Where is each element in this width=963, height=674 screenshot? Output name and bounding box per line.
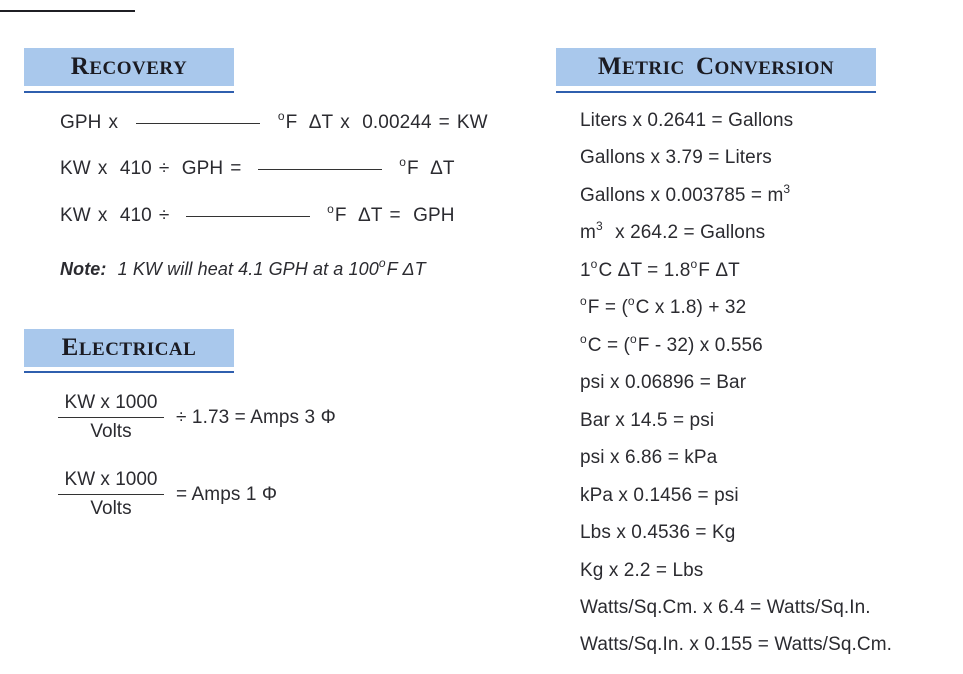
metric-line: Watts/Sq.Cm. x 6.4 = Watts/Sq.In. [580,597,871,618]
metric-line: Kg x 2.2 = Lbs [580,560,704,581]
metric-conversion-heading-rule [556,91,876,93]
top-rule [0,10,135,12]
metric-line: Gallons x 0.003785 = m3 [580,182,791,206]
electrical-heading: ELECTRICAL [24,329,234,367]
metric-line: oC = (oF - 32) x 0.556 [580,332,763,356]
recovery-heading: RECOVERY [24,48,234,86]
metric-conversion-heading: METRIC CONVERSION [556,48,876,86]
metric-line: kPa x 0.1456 = psi [580,485,739,506]
metric-line: psi x 0.06896 = Bar [580,372,747,393]
recovery-note: Note: 1 KW will heat 4.1 GPH at a 100oF ΔT [60,256,426,279]
metric-line: m3 x 264.2 = Gallons [580,219,766,243]
metric-line: psi x 6.86 = kPa [580,447,718,468]
electrical-fraction-2: KW x 1000 Volts [58,469,164,520]
metric-line: Gallons x 3.79 = Liters [580,147,772,168]
electrical-result-1: ÷ 1.73 = Amps 3 Φ [176,407,336,428]
metric-line: oF = (oC x 1.8) + 32 [580,294,747,318]
electrical-fraction-1: KW x 1000 Volts [58,392,164,443]
recovery-equation-2: KW x 410 ÷ GPH = oF ΔT [60,155,455,179]
recovery-heading-rule [24,91,234,93]
electrical-heading-rule [24,371,234,373]
metric-line: Bar x 14.5 = psi [580,410,715,431]
electrical-result-2: = Amps 1 Φ [176,484,278,505]
metric-line: Liters x 0.2641 = Gallons [580,110,794,131]
blank-line [186,216,310,217]
recovery-equation-1: GPH x oF ΔT x 0.00244 = KW [60,109,488,133]
metric-line: Watts/Sq.In. x 0.155 = Watts/Sq.Cm. [580,634,893,655]
blank-line [136,123,260,124]
blank-line [258,169,382,170]
recovery-equation-3: KW x 410 ÷ oF ΔT = GPH [60,202,455,226]
metric-line: Lbs x 0.4536 = Kg [580,522,736,543]
metric-line: 1oC ΔT = 1.8oF ΔT [580,257,740,281]
